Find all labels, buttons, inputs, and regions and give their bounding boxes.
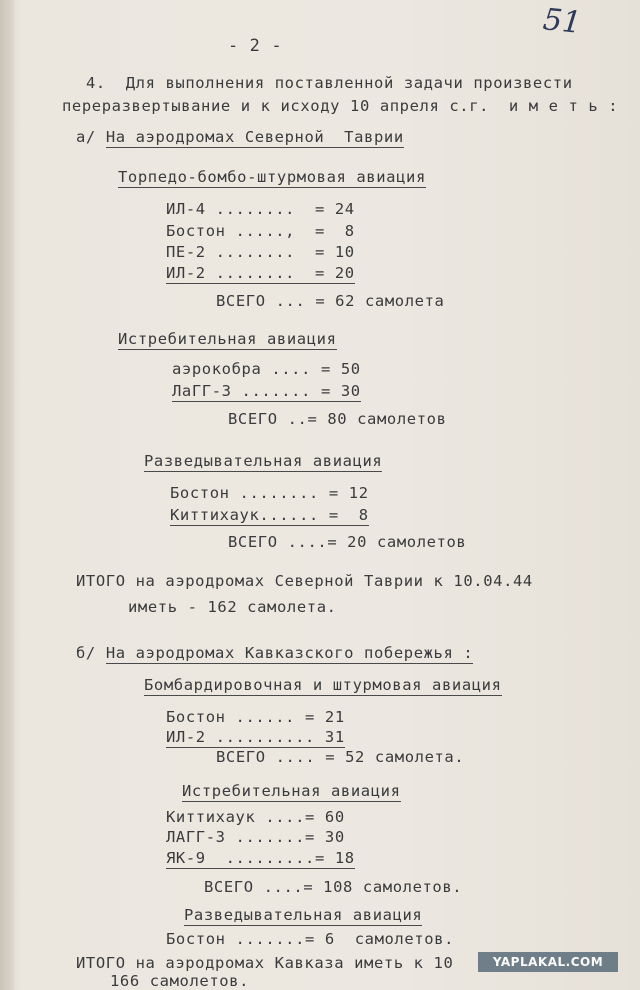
section-b-marker: б/ [76,644,96,662]
group-a2-item: ЛаГГ-3 ....... = 30 [172,382,361,400]
group-b1-item: ИЛ-2 .......... 31 [166,728,345,746]
group-b1-item: Бостон ...... = 21 [166,708,345,726]
group-b2-item: Киттихаук ....= 60 [166,808,345,826]
group-b1-total: ВСЕГО .... = 52 самолета. [216,748,465,766]
group-a3-title: Разведывательная авиация [144,452,383,470]
section-a-summary-line-1: ИТОГО на аэродромах Северной Таврии к 10.04.44 [76,572,533,590]
group-b2-item: ЛАГГ-3 .......= 30 [166,828,345,846]
section-b-summary-line-1: ИТОГО на аэродромах Кавказа иметь к 10 [76,954,454,972]
group-a1-title: Торпедо-бомбо-штурмовая авиация [118,168,426,186]
group-b2-item: ЯК-9 .........= 18 [166,849,355,867]
group-b3-item: Бостон .......= 6 самолетов. [166,930,455,948]
paragraph-4-line-1: 4. Для выполнения поставленной задачи произвести [86,74,573,92]
group-a1-item: ИЛ-4 ........ = 24 [166,200,355,218]
group-b1-title: Бомбардировочная и штурмовая авиация [144,676,502,694]
archive-page-number: 51 [541,2,583,41]
group-a2-title: Истребительная авиация [118,330,337,348]
watermark-badge: YAPLAKAL.COM [478,952,618,972]
group-a2-item: аэрокобра .... = 50 [172,360,361,378]
group-a3-item: Киттихаук...... = 8 [170,506,369,524]
group-a1-item: Бостон ....., = 8 [166,222,355,240]
group-a3-total: ВСЕГО ....= 20 самолетов [228,533,467,551]
section-b-summary-line-2: 166 самолетов. [110,972,250,990]
group-a1-total: ВСЕГО ... = 62 самолета [216,292,445,310]
group-a2-total: ВСЕГО ..= 80 самолетов [228,410,447,428]
section-a-title: На аэродромах Северной Таврии [105,128,404,146]
group-b2-title: Истребительная авиация [182,782,401,800]
group-a1-item: ИЛ-2 ........ = 20 [166,264,355,282]
group-a3-item: Бостон ........ = 12 [170,484,369,502]
section-b-heading [76,644,473,662]
group-a1-item: ПЕ-2 ........ = 10 [166,243,355,261]
group-b2-total: ВСЕГО ....= 108 самолетов. [204,878,463,896]
section-a-marker: а/ [76,128,96,146]
paragraph-4-line-2: перeразвертывание и к исходу 10 апреля с.г. и м е т ь : [62,97,619,115]
section-a-heading [76,128,404,146]
page-number: - 2 - [228,36,283,56]
binding-spine [0,0,14,990]
group-b3-title: Разведывательная авиация [184,906,423,924]
section-a-summary-line-2: иметь - 162 самолета. [128,598,337,616]
section-b-title: На аэродромах Кавказского побережья : [105,644,474,662]
